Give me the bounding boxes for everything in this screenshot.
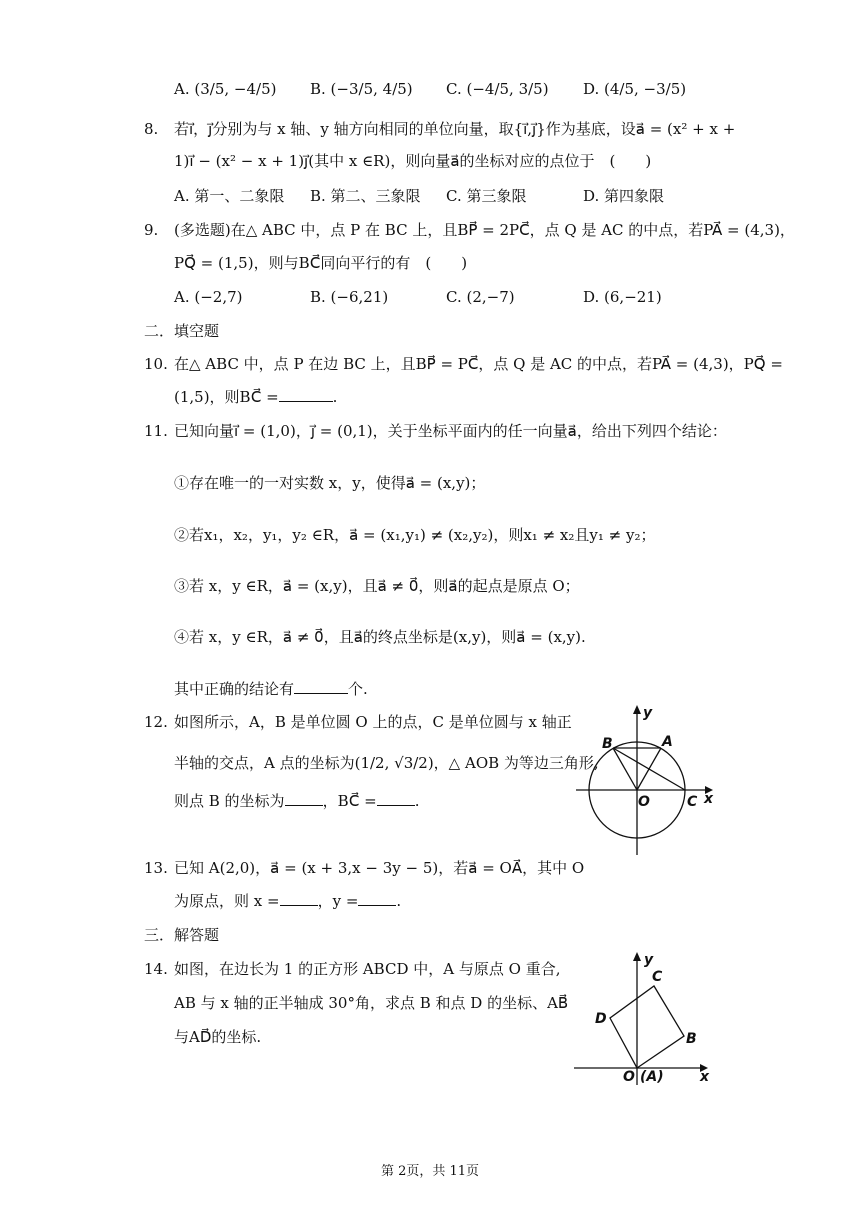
q9-number: 9. (144, 221, 159, 239)
q7-option-b: B. (−3/5, 4/5) (310, 80, 413, 98)
fig14-label-x: x (700, 1069, 710, 1085)
section-2-heading: 二．填空题 (144, 322, 220, 340)
q11-conclusion-2: ②若x₁，x₂，y₁，y₂ ∈R，a⃗ = (x₁,y₁) ≠ (x₂,y₂)，则x₁ ≠ x₂且y₁ ≠ y₂； (174, 526, 656, 544)
fig14-label-a: (A) (640, 1069, 664, 1085)
q10-line1: 在△ ABC 中，点 P 在边 BC 上，且BP⃗ = PC⃗，点 Q 是 AC 的中点，若PA⃗ = (4,3)，PQ⃗ = (174, 355, 783, 373)
q7-option-a: A. (3/5, −4/5) (174, 80, 277, 98)
q10-line2-end: . (332, 388, 338, 406)
q7-option-d: D. (4/5, −3/5) (583, 80, 687, 98)
fig12-label-x: x (704, 791, 714, 807)
fig12-label-a: A (662, 734, 673, 750)
q10-line2-group (174, 386, 337, 408)
q12-number: 12. (144, 713, 168, 731)
q11-answer-blank (294, 679, 348, 694)
q8-option-c: C. 第三象限 (446, 187, 527, 205)
page-footer: 第 2页，共 11页 (380, 1164, 480, 1179)
fig14-label-y: y (644, 952, 654, 968)
q14-figure (570, 945, 720, 1095)
q7-option-c: C. (−4/5, 3/5) (446, 80, 549, 98)
q9-option-a: A. (−2,7) (174, 288, 243, 306)
q12-figure (570, 700, 720, 860)
q12-answer-blank-2 (377, 791, 415, 806)
q14-line3: 与AD⃗的坐标. (174, 1028, 262, 1046)
fig14-label-d: D (595, 1011, 607, 1027)
q12-line1: 如图所示，A，B 是单位圆 O 上的点，C 是单位圆与 x 轴正 (174, 713, 572, 731)
q14-number: 14. (144, 960, 168, 978)
q9-line2: PQ⃗ = (1,5)，则与BC⃗同向平行的有 ( ) (174, 254, 468, 272)
q8-line1: 若i⃗，j⃗分别为与 x 轴、y 轴方向相同的单位向量，取{i⃗,j⃗}作为基底，设a⃗ = (x² + x + (174, 120, 736, 138)
q8-option-a: A. 第一、二象限 (174, 187, 285, 205)
fig12-label-o: O (638, 794, 650, 810)
q11-line1: 已知向量i⃗ = (1,0)，j⃗ = (0,1)，关于坐标平面内的任一向量a⃗，给出下列四个结论： (174, 422, 727, 440)
q9-option-d: D. (6,−21) (583, 288, 662, 306)
q12-line3-text: 则点 B 的坐标为 (174, 792, 285, 810)
q8-option-b: B. 第二、三象限 (310, 187, 421, 205)
fig14-y-arrow (633, 952, 641, 961)
q11-conclusion-3: ③若 x，y ∈R，a⃗ = (x,y)，且a⃗ ≠ 0⃗，则a⃗的起点是原点 O； (174, 577, 580, 595)
q10-answer-blank (279, 387, 333, 402)
q10-number: 10. (144, 355, 168, 373)
q12-line3-group (174, 790, 419, 812)
fig14-label-b: B (686, 1031, 697, 1047)
q13-line2-end: . (396, 892, 402, 910)
q12-line3-mid: ，BC⃗ = (322, 792, 377, 810)
fig14-label-o: O (623, 1069, 635, 1085)
fig12-y-arrow (633, 705, 641, 714)
q11-tail-group (174, 678, 368, 700)
q13-line2-group (174, 890, 401, 912)
q11-tail-end: 个. (348, 680, 368, 698)
q10-line2-text: (1,5)，则BC⃗ = (174, 388, 279, 406)
fig14-label-c: C (652, 969, 663, 985)
q11-conclusion-1: ①存在唯一的一对实数 x，y，使得a⃗ = (x,y)； (174, 474, 486, 492)
q8-line2: 1)i⃗ − (x² − x + 1)j⃗(其中 x ∈R)，则向量a⃗的坐标对应的点位于 ( ) (174, 152, 652, 170)
q13-line1: 已知 A(2,0)，a⃗ = (x + 3,x − 3y − 5)，若a⃗ = OA⃗，其中 O (174, 859, 585, 877)
q9-line1: (多选题)在△ ABC 中，点 P 在 BC 上，且BP⃗ = 2PC⃗，点 Q 是 AC 的中点，若PA⃗ = (4,3)， (174, 221, 795, 239)
fig12-label-y: y (643, 705, 653, 721)
q13-answer-blank-x (280, 891, 318, 906)
q11-tail-text: 其中正确的结论有 (174, 680, 295, 698)
q13-number: 13. (144, 859, 168, 877)
q14-line2: AB 与 x 轴的正半轴成 30°角，求点 B 和点 D 的坐标、AB⃗ (174, 994, 569, 1012)
q13-line2-text: 为原点，则 x = (174, 892, 280, 910)
q14-line1: 如图，在边长为 1 的正方形 ABCD 中，A 与原点 O 重合, (174, 960, 561, 978)
q11-number: 11. (144, 422, 168, 440)
fig12-label-b: B (602, 736, 613, 752)
section-3-heading: 三．解答题 (144, 926, 220, 944)
q8-number: 8. (144, 120, 159, 138)
q9-option-b: B. (−6,21) (310, 288, 389, 306)
fig12-segment-bc (613, 748, 685, 790)
q12-answer-blank-1 (285, 791, 323, 806)
q11-conclusion-4: ④若 x，y ∈R，a⃗ ≠ 0⃗，且a⃗的终点坐标是(x,y)，则a⃗ = (x,y). (174, 628, 586, 646)
q13-answer-blank-y (358, 891, 396, 906)
q9-option-c: C. (2,−7) (446, 288, 515, 306)
q12-line3-end: . (414, 792, 420, 810)
fig12-label-c: C (687, 794, 698, 810)
fig14-square-abcd (610, 986, 684, 1068)
q8-option-d: D. 第四象限 (583, 187, 665, 205)
q12-line2: 半轴的交点，A 点的坐标为(1/2, √3/2)，△ AOB 为等边三角形, (174, 754, 599, 772)
q13-line2-mid: ，y = (317, 892, 359, 910)
